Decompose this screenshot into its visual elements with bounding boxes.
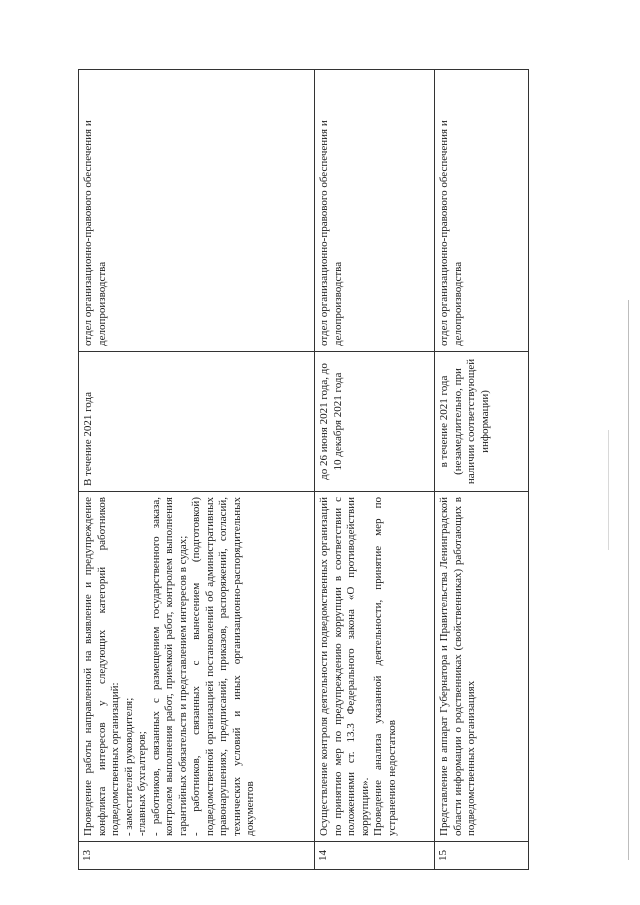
term-cell: В течение 2021 года (79, 352, 315, 492)
rotated-page (78, 70, 528, 870)
term-cell: до 26 июня 2021 года, до 10 декабря 2021 года (315, 352, 435, 492)
responsible-cell: отдел организационно-правового обеспечения и делопроизводства (315, 70, 435, 352)
measure-paragraph: Проведение анализа указанной деятельности, принятие мер по устранению недостатков (372, 497, 398, 836)
table-row (435, 70, 529, 870)
scan-artifact (628, 300, 629, 860)
measure-text (315, 492, 435, 842)
measure-paragraph: Представление в аппарат Губернатора и Правительства Ленинградской области информации о родственниках (свойственниках) работающих в подведомственных организациях (438, 497, 477, 836)
measure-text (435, 492, 529, 842)
row-number: 13 (79, 842, 315, 870)
responsible-cell: отдел организационно-правового обеспечения и делопроизводства (79, 70, 315, 352)
table-row (79, 70, 315, 870)
row-number: 14 (315, 842, 435, 870)
measure-paragraph: - заместителей руководителя; (122, 697, 135, 836)
measure-text (79, 492, 315, 842)
row-number: 15 (435, 842, 529, 870)
measure-paragraph: - работников, связанных с вынесением (подготовкой) подведомственной организацией постановлений об административных правонарушениях, предписаний, приказов, распоряжений, согласий, технических условий и иных организационно-распорядительных документов (190, 497, 256, 836)
measure-paragraph: Проведение работы направленной на выявление и предупреждение конфликта интересов у следующих категорий работников подведомственных организаций: (82, 497, 121, 836)
measure-paragraph: Осуществление контроля деятельности подведомственных организаций по принятию мер по предупреждению коррупции в соответствии с положениями ст. 13.3 Федерального закона «О противодействии коррупции». (318, 497, 371, 836)
scan-artifact (608, 430, 609, 550)
term-cell: в течение 2021 года (незамедлительно, при наличии соответствующей информации) (435, 352, 529, 492)
responsible-cell: отдел организационно-правового обеспечения и делопроизводства (435, 70, 529, 352)
measure-paragraph: -главных бухгалтеров; (136, 731, 148, 836)
measure-paragraph: - работников, связанных с размещением государственного заказа, контролем выполнения работ, приемкой работ, контролем выполнения гарантийных обязательств и представлением интересов в судах; (149, 497, 189, 836)
measures-table (78, 69, 529, 870)
table-row (315, 70, 435, 870)
